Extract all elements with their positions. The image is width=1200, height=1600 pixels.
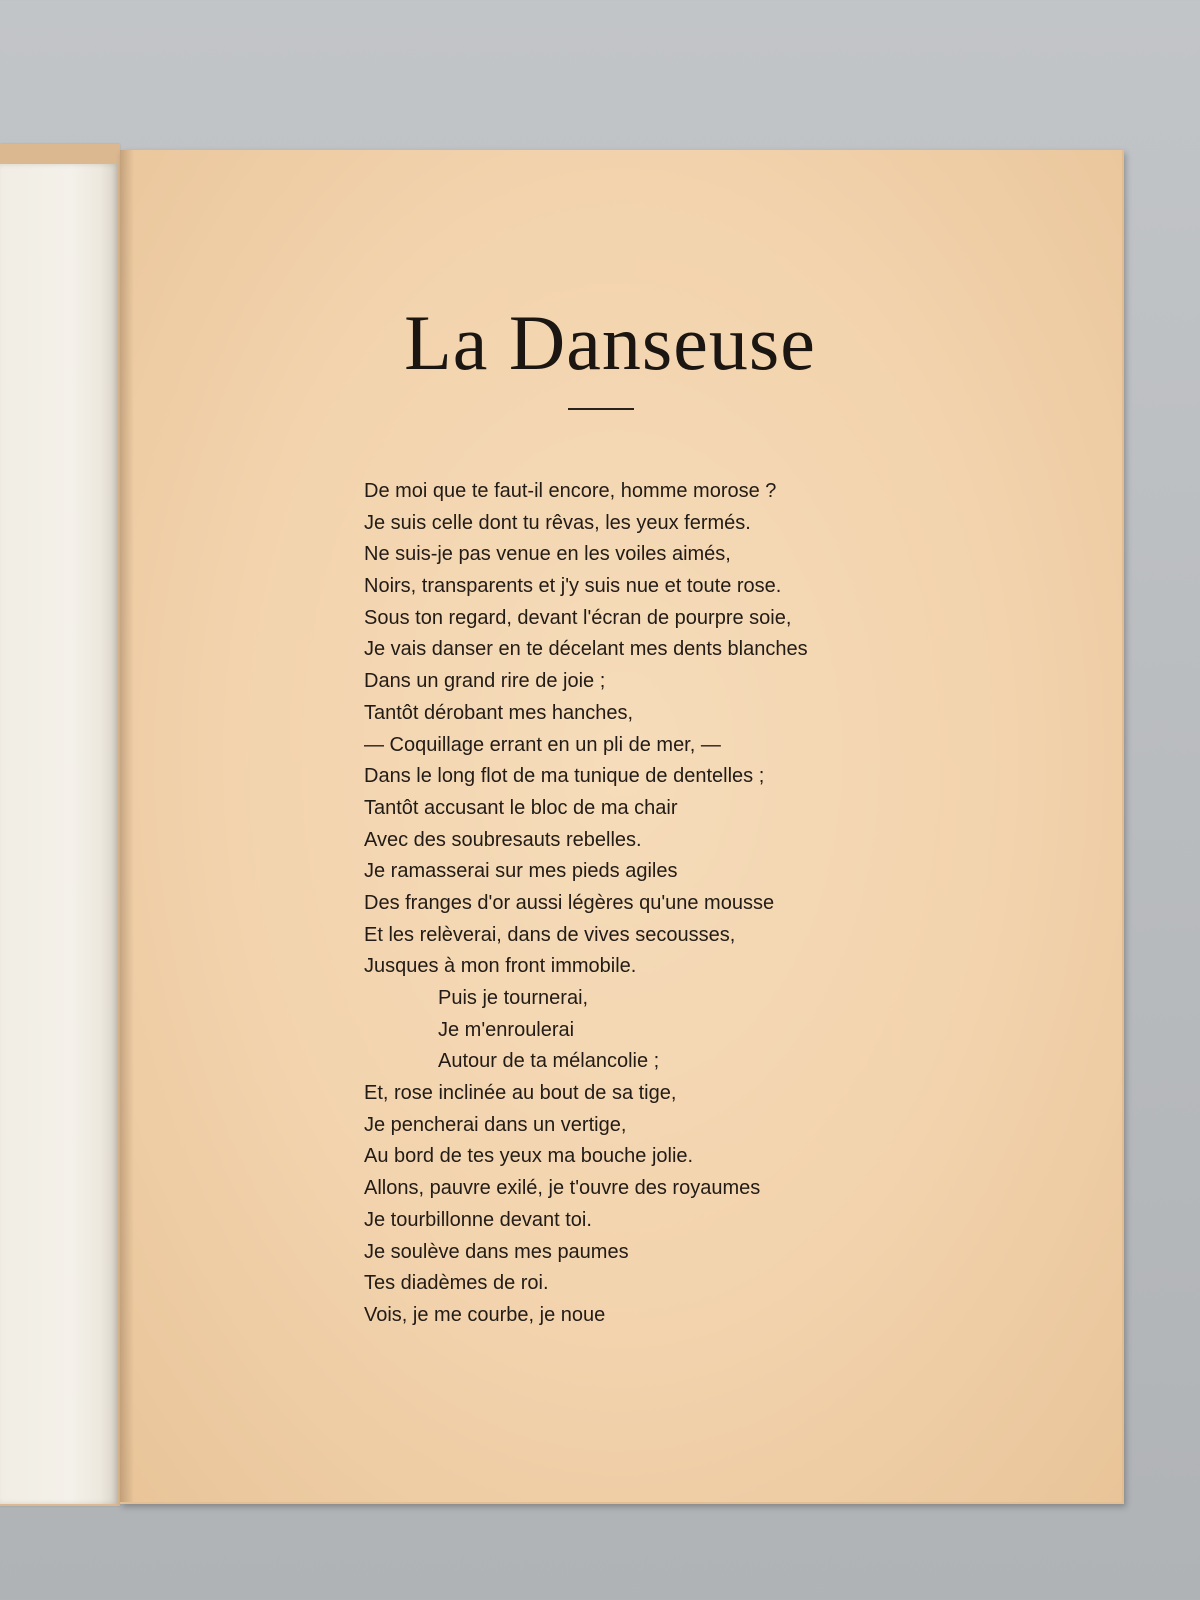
poem-line: Jusques à mon front immobile. bbox=[364, 955, 637, 978]
poem-line: Et les relèverai, dans de vives secousses, bbox=[364, 923, 736, 946]
poem-line: Je ramasserai sur mes pieds agiles bbox=[364, 860, 678, 883]
poem-line: Allons, pauvre exilé, je t'ouvre des royaumes bbox=[364, 1177, 761, 1200]
poem-line: Ne suis-je pas venue en les voiles aimés, bbox=[364, 543, 731, 566]
poem-line: — Coquillage errant en un pli de mer, — bbox=[364, 733, 721, 756]
poem-body bbox=[364, 476, 884, 1332]
poem-line: Au bord de tes yeux ma bouche jolie. bbox=[364, 1145, 694, 1168]
poem-line: Je tourbillonne devant toi. bbox=[364, 1208, 592, 1231]
title-divider bbox=[568, 408, 634, 410]
poem-line: Tes diadèmes de roi. bbox=[364, 1272, 549, 1295]
poem-line: Et, rose inclinée au bout de sa tige, bbox=[364, 1082, 677, 1105]
poem-title: La Danseuse bbox=[404, 299, 816, 386]
poem-line: Tantôt accusant le bloc de ma chair bbox=[364, 796, 678, 819]
poem-line: Dans un grand rire de joie ; bbox=[364, 670, 606, 693]
poem-line: Avec des soubresauts rebelles. bbox=[364, 828, 642, 851]
poem-line: Autour de ta mélancolie ; bbox=[438, 1050, 660, 1073]
poem-line: Puis je tournerai, bbox=[438, 987, 589, 1009]
poem-line: Dans le long flot de ma tunique de dentelles ; bbox=[364, 765, 765, 788]
poem-line: Tantôt dérobant mes hanches, bbox=[364, 701, 634, 724]
poem-line: Des franges d'or aussi légères qu'une mousse bbox=[364, 891, 775, 914]
poem-line: Sous ton regard, devant l'écran de pourpre soie, bbox=[364, 606, 792, 629]
poem-line: Noirs, transparents et j'y suis nue et toute rose. bbox=[364, 575, 782, 598]
poem-line: Je m'enroulerai bbox=[438, 1018, 575, 1041]
poem-line: Je soulève dans mes paumes bbox=[364, 1240, 629, 1263]
poem-line: Je pencherai dans un vertige, bbox=[364, 1113, 627, 1136]
poem-line: Je vais danser en te décelant mes dents blanches bbox=[364, 638, 808, 661]
poem-line: De moi que te faut-il encore, homme morose ? bbox=[364, 480, 777, 502]
poem-line: Vois, je me courbe, je noue bbox=[364, 1303, 606, 1326]
poem-line: Je suis celle dont tu rêvas, les yeux fermés. bbox=[364, 511, 751, 534]
